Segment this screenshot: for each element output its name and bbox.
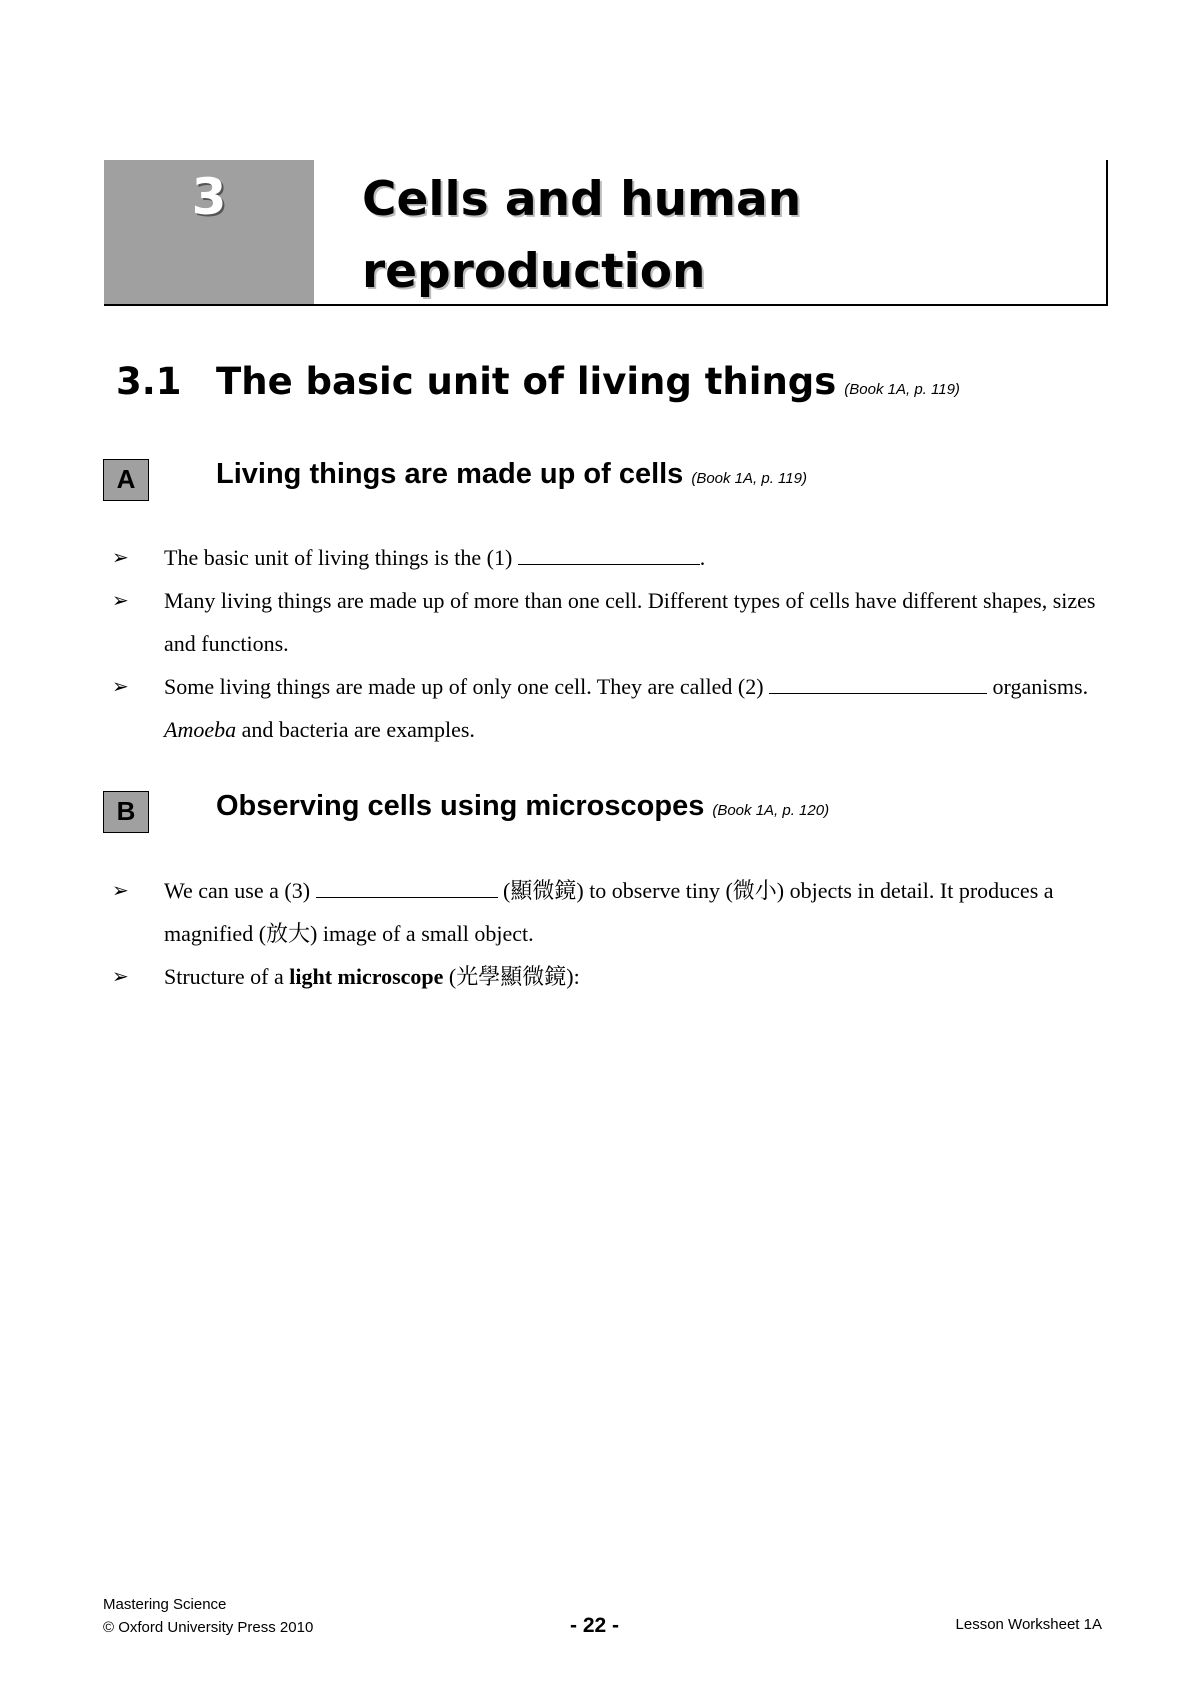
footer-left xyxy=(103,1593,313,1639)
subsection-b-heading xyxy=(216,790,829,823)
bullet-text: Structure of a xyxy=(164,964,290,989)
footer-page-number: - 22 - xyxy=(570,1614,620,1637)
list-item xyxy=(112,955,1112,998)
answer-blank-2[interactable] xyxy=(769,673,987,694)
list-item xyxy=(112,579,1112,665)
chapter-number: 3 xyxy=(191,168,227,226)
subsection-a-heading xyxy=(216,458,807,491)
bullet-italic-term: Amoeba xyxy=(164,717,237,742)
arrow-bullet-icon: ➢ xyxy=(112,878,129,902)
footer-publication: Mastering Science xyxy=(103,1596,227,1613)
bullet-bold-term: light microscope xyxy=(289,964,444,989)
section-heading xyxy=(116,360,960,403)
bullet-text-end: and bacteria are examples. xyxy=(236,717,475,742)
answer-blank-3[interactable] xyxy=(316,877,498,898)
chapter-title-line2: reproduction xyxy=(362,244,706,299)
arrow-bullet-icon: ➢ xyxy=(112,545,129,569)
subsection-b-book-reference: (Book 1A, p. 120) xyxy=(712,802,830,819)
list-item xyxy=(112,536,1112,579)
chapter-title xyxy=(362,164,1062,308)
subsection-b-title: Observing cells using microscopes xyxy=(216,790,705,822)
chapter-title-line1: Cells and human xyxy=(362,172,802,227)
list-item xyxy=(112,869,1112,955)
section-title: The basic unit of living things xyxy=(216,360,837,403)
section-book-reference: (Book 1A, p. 119) xyxy=(844,381,960,398)
footer-worksheet-label: Lesson Worksheet 1A xyxy=(955,1616,1102,1633)
bullet-text: Some living things are made up of only one cell. They are called (2) xyxy=(164,674,770,699)
subsection-b-bullet-list xyxy=(112,869,1112,998)
arrow-bullet-icon: ➢ xyxy=(112,964,129,988)
subsection-a-title: Living things are made up of cells xyxy=(216,458,684,490)
footer-copyright: © Oxford University Press 2010 xyxy=(103,1619,314,1636)
bullet-text: The basic unit of living things is the (1) xyxy=(164,545,518,570)
bullet-text-end: (光學顯微鏡): xyxy=(443,964,580,989)
chapter-header xyxy=(104,160,1108,306)
bullet-text: We can use a (3) xyxy=(164,878,316,903)
bullet-text: organisms. xyxy=(987,674,1089,699)
arrow-bullet-icon: ➢ xyxy=(112,588,129,612)
bullet-text-end: . xyxy=(699,545,706,570)
list-item xyxy=(112,665,1112,751)
section-number: 3.1 xyxy=(116,360,182,403)
bullet-text: (顯微鏡) to observe tiny (微小) objects in detail. It produces a magnified (放大) image of a small object. xyxy=(164,878,1054,946)
subsection-b-letter: B xyxy=(103,791,149,833)
subsection-a-bullet-list xyxy=(112,536,1112,751)
subsection-a-letter: A xyxy=(103,459,149,501)
chapter-number-box xyxy=(104,160,314,304)
answer-blank-1[interactable] xyxy=(518,544,700,565)
arrow-bullet-icon: ➢ xyxy=(112,674,129,698)
subsection-a-book-reference: (Book 1A, p. 119) xyxy=(691,470,807,487)
bullet-text: Many living things are made up of more than one cell. Different types of cells have different shapes, sizes and functions. xyxy=(164,588,1096,656)
